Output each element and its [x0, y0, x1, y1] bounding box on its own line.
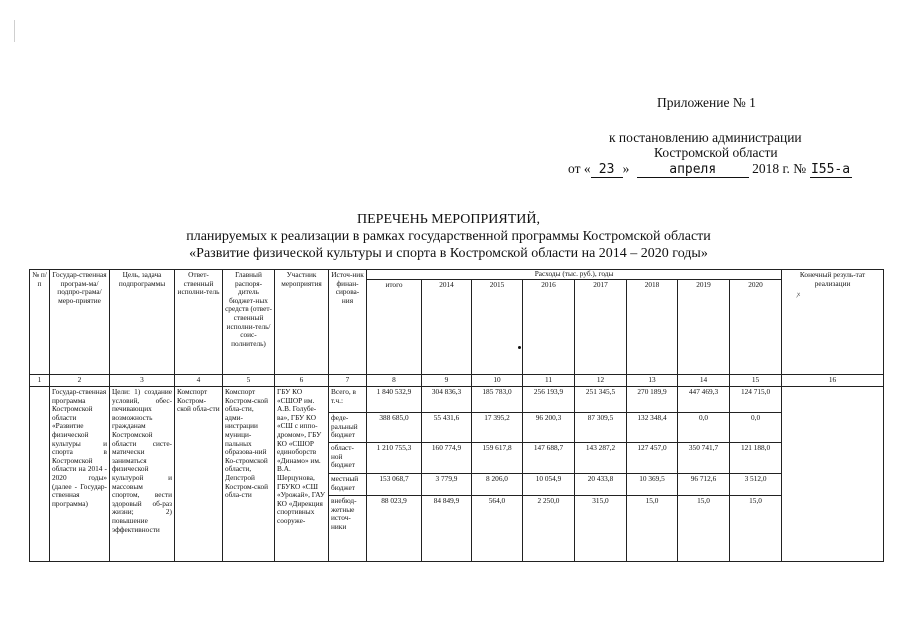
col-number: 12 [575, 375, 627, 387]
total-cell [367, 387, 422, 562]
value-extrabudget: 15,0 [645, 496, 659, 505]
date-day: 23 [591, 162, 623, 178]
header-year: 2014 [422, 280, 472, 375]
value-regional: 350 741,7 [678, 443, 729, 474]
col-number: 8 [367, 375, 422, 387]
value-local: 153 068,7 [367, 474, 421, 496]
col-number: 1 [30, 375, 50, 387]
year-2018-cell [627, 387, 678, 562]
doc-number: I55-а [810, 162, 851, 177]
value-local: 3 512,0 [730, 474, 781, 496]
value-regional: 127 457,0 [627, 443, 677, 474]
header-year: 2016 [523, 280, 575, 375]
value-federal: 388 685,0 [367, 413, 421, 443]
result-cell [782, 387, 884, 562]
region-line: Костромской области [654, 145, 778, 160]
value-local: 10 054,9 [523, 474, 574, 496]
value-total: 185 783,0 [472, 387, 522, 413]
header-executor: Ответ-ственный исполни-тель [175, 270, 223, 375]
value-regional: 143 287,2 [575, 443, 626, 474]
value-federal: 132 348,4 [627, 413, 677, 443]
value-total: 447 469,3 [678, 387, 729, 413]
source-federal: феде-ральный бюджет [329, 413, 366, 443]
header-total: итого [367, 280, 422, 375]
col-number: 2 [50, 375, 110, 387]
executor-cell: Комспорт Костром-ской обла-сти [175, 387, 223, 562]
value-total: 251 345,5 [575, 387, 626, 413]
source-extrabudget: внебюд-жетные источ-ники [331, 496, 357, 531]
value-total: 256 193,9 [523, 387, 574, 413]
col-number: 3 [110, 375, 175, 387]
goal-cell: Цели: 1) создание условий, обес-печивающих возможность гражданам Костромской области систе-матически заниматься физической культурой и массовым спортом, вести здоровый об-раз жизни; 2) повышение эффективности [110, 387, 175, 562]
col-number: 13 [627, 375, 678, 387]
value-extrabudget: 15,0 [697, 496, 710, 505]
scan-speck: ꭗ [797, 292, 801, 298]
decree-date-line [568, 161, 852, 178]
value-federal: 17 395,2 [472, 413, 522, 443]
year-2016-cell [523, 387, 575, 562]
year-2015-cell [472, 387, 523, 562]
year-2020-cell [730, 387, 782, 562]
doc-subtitle-1: планируемых к реализации в рамках государственной программы Костромской области [186, 229, 711, 244]
header-result: Конечный резуль-тат реализации [782, 270, 884, 375]
scan-speck [518, 346, 521, 349]
value-total: 304 836,3 [422, 387, 471, 413]
value-federal: 87 309,5 [575, 413, 626, 443]
value-local: 10 369,5 [627, 474, 677, 496]
value-local: 3 779,9 [422, 474, 471, 496]
value-extrabudget: 315,0 [592, 496, 609, 505]
value-extrabudget: 564,0 [488, 496, 506, 505]
header-manager: Главный распоря-дитель бюджет-ных средств (ответ-ственный исполни-тель/соис-полнитель) [223, 270, 275, 375]
manager-cell: Комспорт Костром-ской обла-сти, адми-нистрации муници-пальных образова-ний Ко-стромской области, Депстрой Костром-ской обла-сти [223, 387, 275, 562]
col-number: 9 [422, 375, 472, 387]
col-number: 16 [782, 375, 884, 387]
col-number: 7 [329, 375, 367, 387]
value-total: 124 715,0 [730, 387, 781, 413]
value-total: 270 189,9 [627, 387, 677, 413]
value-federal: 96 200,3 [523, 413, 574, 443]
participant-cell: ГБУ КО «СШОР им. А.В. Голубе-ва», ГБУ КО «СШ с иппо-дромом», ГБУ КО «СШОР единоборств «Динамо» им. В.А. Шерцунова, ГБУКО «СШ «Урожай», ГАУ КО «Дирекция спортивных сооруже- [275, 387, 329, 562]
value-federal: 55 431,6 [422, 413, 471, 443]
header-goal: Цель, задача подпрограммы [110, 270, 175, 375]
value-extrabudget: 84 849,9 [433, 496, 460, 505]
value-total: 1 840 532,9 [367, 387, 421, 413]
header-year: 2019 [678, 280, 730, 375]
col-number: 10 [472, 375, 523, 387]
value-extrabudget: 88 023,9 [381, 496, 407, 505]
source-regional: област-ной бюджет [329, 443, 366, 474]
value-local: 20 433,8 [575, 474, 626, 496]
source-cell [329, 387, 367, 562]
value-regional: 159 617,8 [472, 443, 522, 474]
col-number: 4 [175, 375, 223, 387]
header-year: 2020 [730, 280, 782, 375]
resolution-line: к постановлению администрации [609, 130, 802, 145]
row-num-cell [30, 387, 50, 562]
value-local: 8 206,0 [472, 474, 522, 496]
program-cell: Государ-ственная программа Костромской области «Развитие физической культуры и спорта в Костромской области на 2014 - 2020 годы» (далее - Государ-ственная программа) [50, 387, 110, 562]
date-suffix: 2018 г. № [752, 161, 807, 176]
doc-title: ПЕРЕЧЕНЬ МЕРОПРИЯТИЙ, [357, 212, 540, 227]
header-source: Источ-ник финан-сирова-ния [329, 270, 367, 375]
header-expenses: Расходы (тыс. руб.), годы [367, 270, 782, 280]
table-row [30, 387, 884, 562]
col-number: 11 [523, 375, 575, 387]
value-extrabudget: 2 250,0 [537, 496, 560, 505]
source-total: Всего, в т.ч.: [329, 387, 366, 413]
doc-subtitle-2: «Развитие физической культуры и спорта в Костромской области на 2014 – 2020 годы» [189, 246, 708, 261]
column-number-row [30, 375, 884, 387]
value-federal: 0,0 [678, 413, 729, 443]
date-month: апреля [637, 162, 749, 178]
year-2019-cell [678, 387, 730, 562]
col-number: 6 [275, 375, 329, 387]
header-year: 2018 [627, 280, 678, 375]
col-number: 15 [730, 375, 782, 387]
value-extrabudget: 15,0 [749, 496, 762, 505]
source-local: местный бюджет [329, 474, 366, 496]
header-participant: Участник мероприятия [275, 270, 329, 375]
header-program: Государ-ственная програм-ма/подпро-грама/меро-приятие [50, 270, 110, 375]
col-number: 14 [678, 375, 730, 387]
header-num: № п/п [30, 270, 50, 375]
col-number: 5 [223, 375, 275, 387]
value-regional: 121 188,0 [730, 443, 781, 474]
value-local: 96 712,6 [678, 474, 729, 496]
appendix-label: Приложение № 1 [657, 95, 756, 110]
value-regional: 160 774,9 [422, 443, 471, 474]
year-2017-cell [575, 387, 627, 562]
header-year: 2015 [472, 280, 523, 375]
header-year: 2017 [575, 280, 627, 375]
date-sep: » [622, 161, 630, 176]
year-2014-cell [422, 387, 472, 562]
scan-artifact [14, 20, 15, 42]
measures-table [29, 269, 884, 562]
value-regional: 1 210 755,3 [367, 443, 421, 474]
date-prefix: от « [568, 161, 591, 176]
value-regional: 147 688,7 [523, 443, 574, 474]
value-federal: 0,0 [730, 413, 781, 443]
